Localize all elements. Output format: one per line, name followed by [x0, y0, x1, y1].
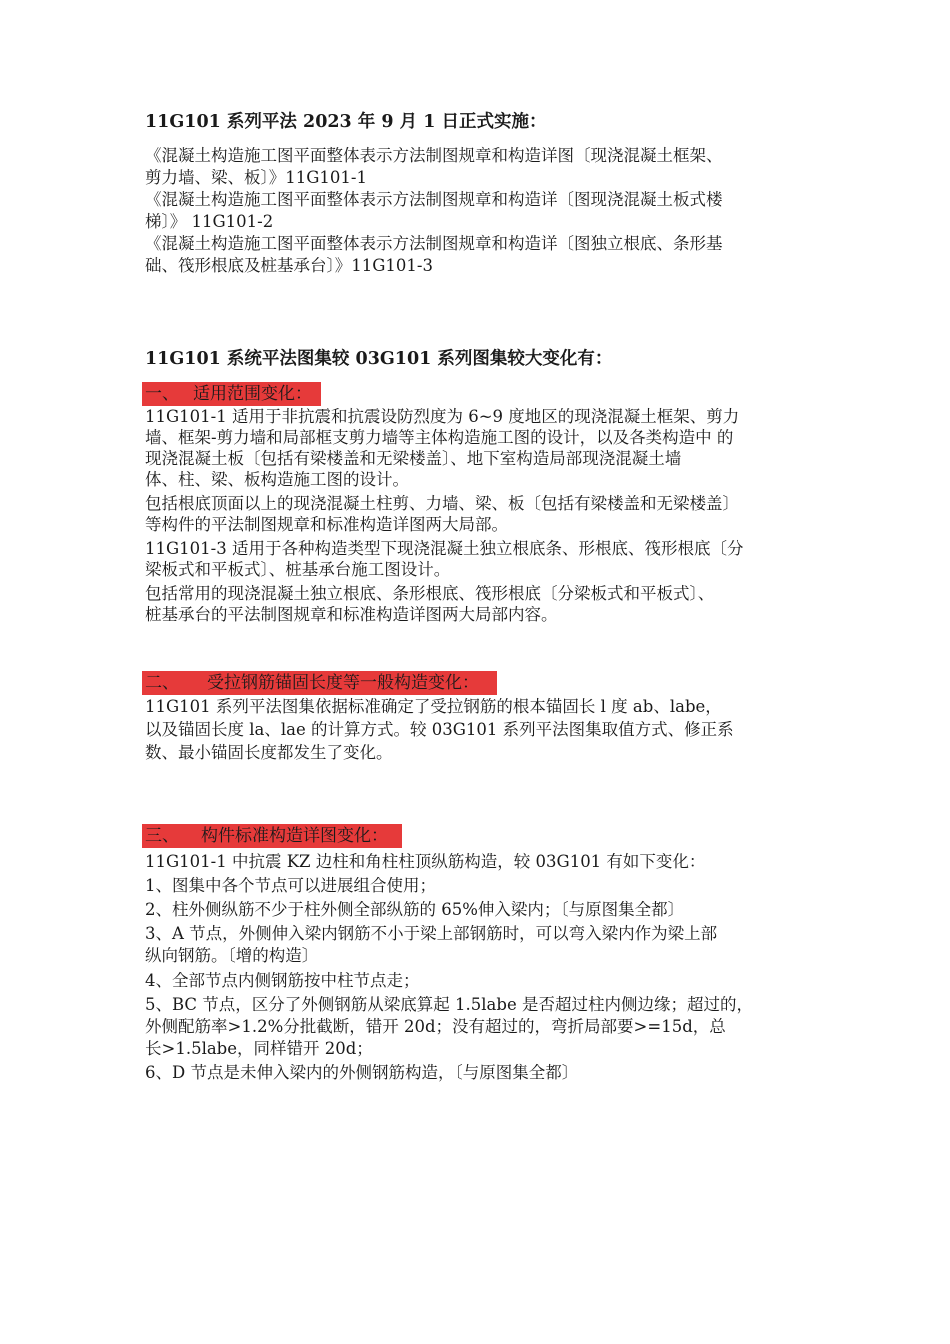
body-line: 墙、框架-剪力墙和局部框支剪力墙等主体构造施工图的设计，以及各类构造中 的 [145, 428, 734, 447]
section1-title: 适用范围变化： [193, 384, 312, 404]
section2-body [145, 696, 825, 765]
intro-line: 剪力墙、梁、板〕》11G101-1 [145, 168, 367, 187]
intro-line: 梯〕》 11G101-2 [145, 212, 274, 231]
body-line: 11G101-1 适用于非抗震和抗震设防烈度为 6~9 度地区的现浇混凝土框架、剪力 [145, 407, 740, 426]
body-line: 纵向钢筋。〔增的构造〕 [145, 946, 319, 965]
body-line: 以及锚固长度 la、lae 的计算方式。较 03G101 系列平法图集取值方式、修正系 [145, 720, 734, 739]
body-line: 等构件的平法制图规章和标准构造详图两大局部。 [145, 515, 508, 534]
intro-line: 《混凝土构造施工图平面整体表示方法制图规章和构造详图〔现浇混凝土框架、 [145, 146, 723, 165]
body-line: 5、BC 节点，区分了外侧钢筋从梁底算起 1.5labe 是否超过柱内侧边缘；超过的， [145, 995, 753, 1014]
body-line: 11G101-3 适用于各种构造类型下现浇混凝土独立根底条、形根底、筏形根底〔分 [145, 539, 744, 558]
intro-line: 《混凝土构造施工图平面整体表示方法制图规章和构造详〔图现浇混凝土板式楼 [145, 190, 723, 209]
title-changes: 11G101 系统平法图集较 03G101 系列图集较大变化有： [145, 349, 613, 369]
body-line: 体、柱、梁、板构造施工图的设计。 [145, 470, 409, 489]
section3-heading [142, 824, 402, 848]
body-line: 梁板式和平板式〕、桩基承台施工图设计。 [145, 560, 451, 579]
section2-heading [142, 671, 497, 695]
body-line: 包括常用的现浇混凝土独立根底、条形根底、筏形根底〔分梁板式和平板式〕、 [145, 584, 715, 603]
body-line: 11G101-1 中抗震 KZ 边柱和角柱柱顶纵筋构造，较 03G101 有如下变化： [145, 852, 706, 871]
body-line: 4、全部节点内侧钢筋按中柱节点走； [145, 971, 420, 990]
section3-body [145, 851, 825, 1084]
intro-line: 础、筏形根底及桩基承台〕》11G101-3 [145, 256, 433, 275]
section3-title: 构件标准构造详图变化： [201, 826, 388, 846]
body-line: 11G101 系列平法图集依据标准确定了受拉钢筋的根本锚固长 l 度 ab、labe， [145, 697, 722, 716]
body-line: 3、A 节点，外侧伸入梁内钢筋不小于梁上部钢筋时，可以弯入梁内作为梁上部 [145, 924, 718, 943]
intro-line: 《混凝土构造施工图平面整体表示方法制图规章和构造详〔图独立根底、条形基 [145, 234, 723, 253]
intro-paragraph [145, 145, 825, 277]
body-line: 长>1.5labe，同样错开 20d； [145, 1039, 373, 1058]
body-line: 包括根底顶面以上的现浇混凝土柱剪、力墙、梁、板〔包括有梁楼盖和无梁楼盖〕 [145, 494, 739, 513]
section1-body [145, 406, 825, 625]
body-line: 外侧配筋率>1.2%分批截断，错开 20d；没有超过的，弯折局部要>=15d，总 [145, 1017, 726, 1036]
body-line: 6、D 节点是未伸入梁内的外侧钢筋构造，〔与原图集全都〕 [145, 1063, 579, 1082]
section1-heading [142, 382, 321, 406]
body-line: 现浇混凝土板〔包括有梁楼盖和无梁楼盖〕、地下室构造局部现浇混凝土墙 [145, 449, 682, 468]
body-line: 1、图集中各个节点可以进展组合使用； [145, 876, 436, 895]
body-line: 数、最小锚固长度都发生了变化。 [145, 743, 393, 762]
section1-number: 一、 [145, 384, 179, 404]
section2-title: 受拉钢筋锚固长度等一般构造变化： [207, 673, 479, 693]
body-line: 桩基承台的平法制图规章和标准构造详图两大局部内容。 [145, 605, 558, 624]
title-implementation: 11G101 系列平法 2023 年 9 月 1 日正式实施： [145, 112, 547, 132]
section2-number: 二、 [145, 673, 179, 693]
body-line: 2、柱外侧纵筋不少于柱外侧全部纵筋的 65%伸入梁内；〔与原图集全都〕 [145, 900, 685, 919]
section3-number: 三、 [145, 826, 179, 846]
